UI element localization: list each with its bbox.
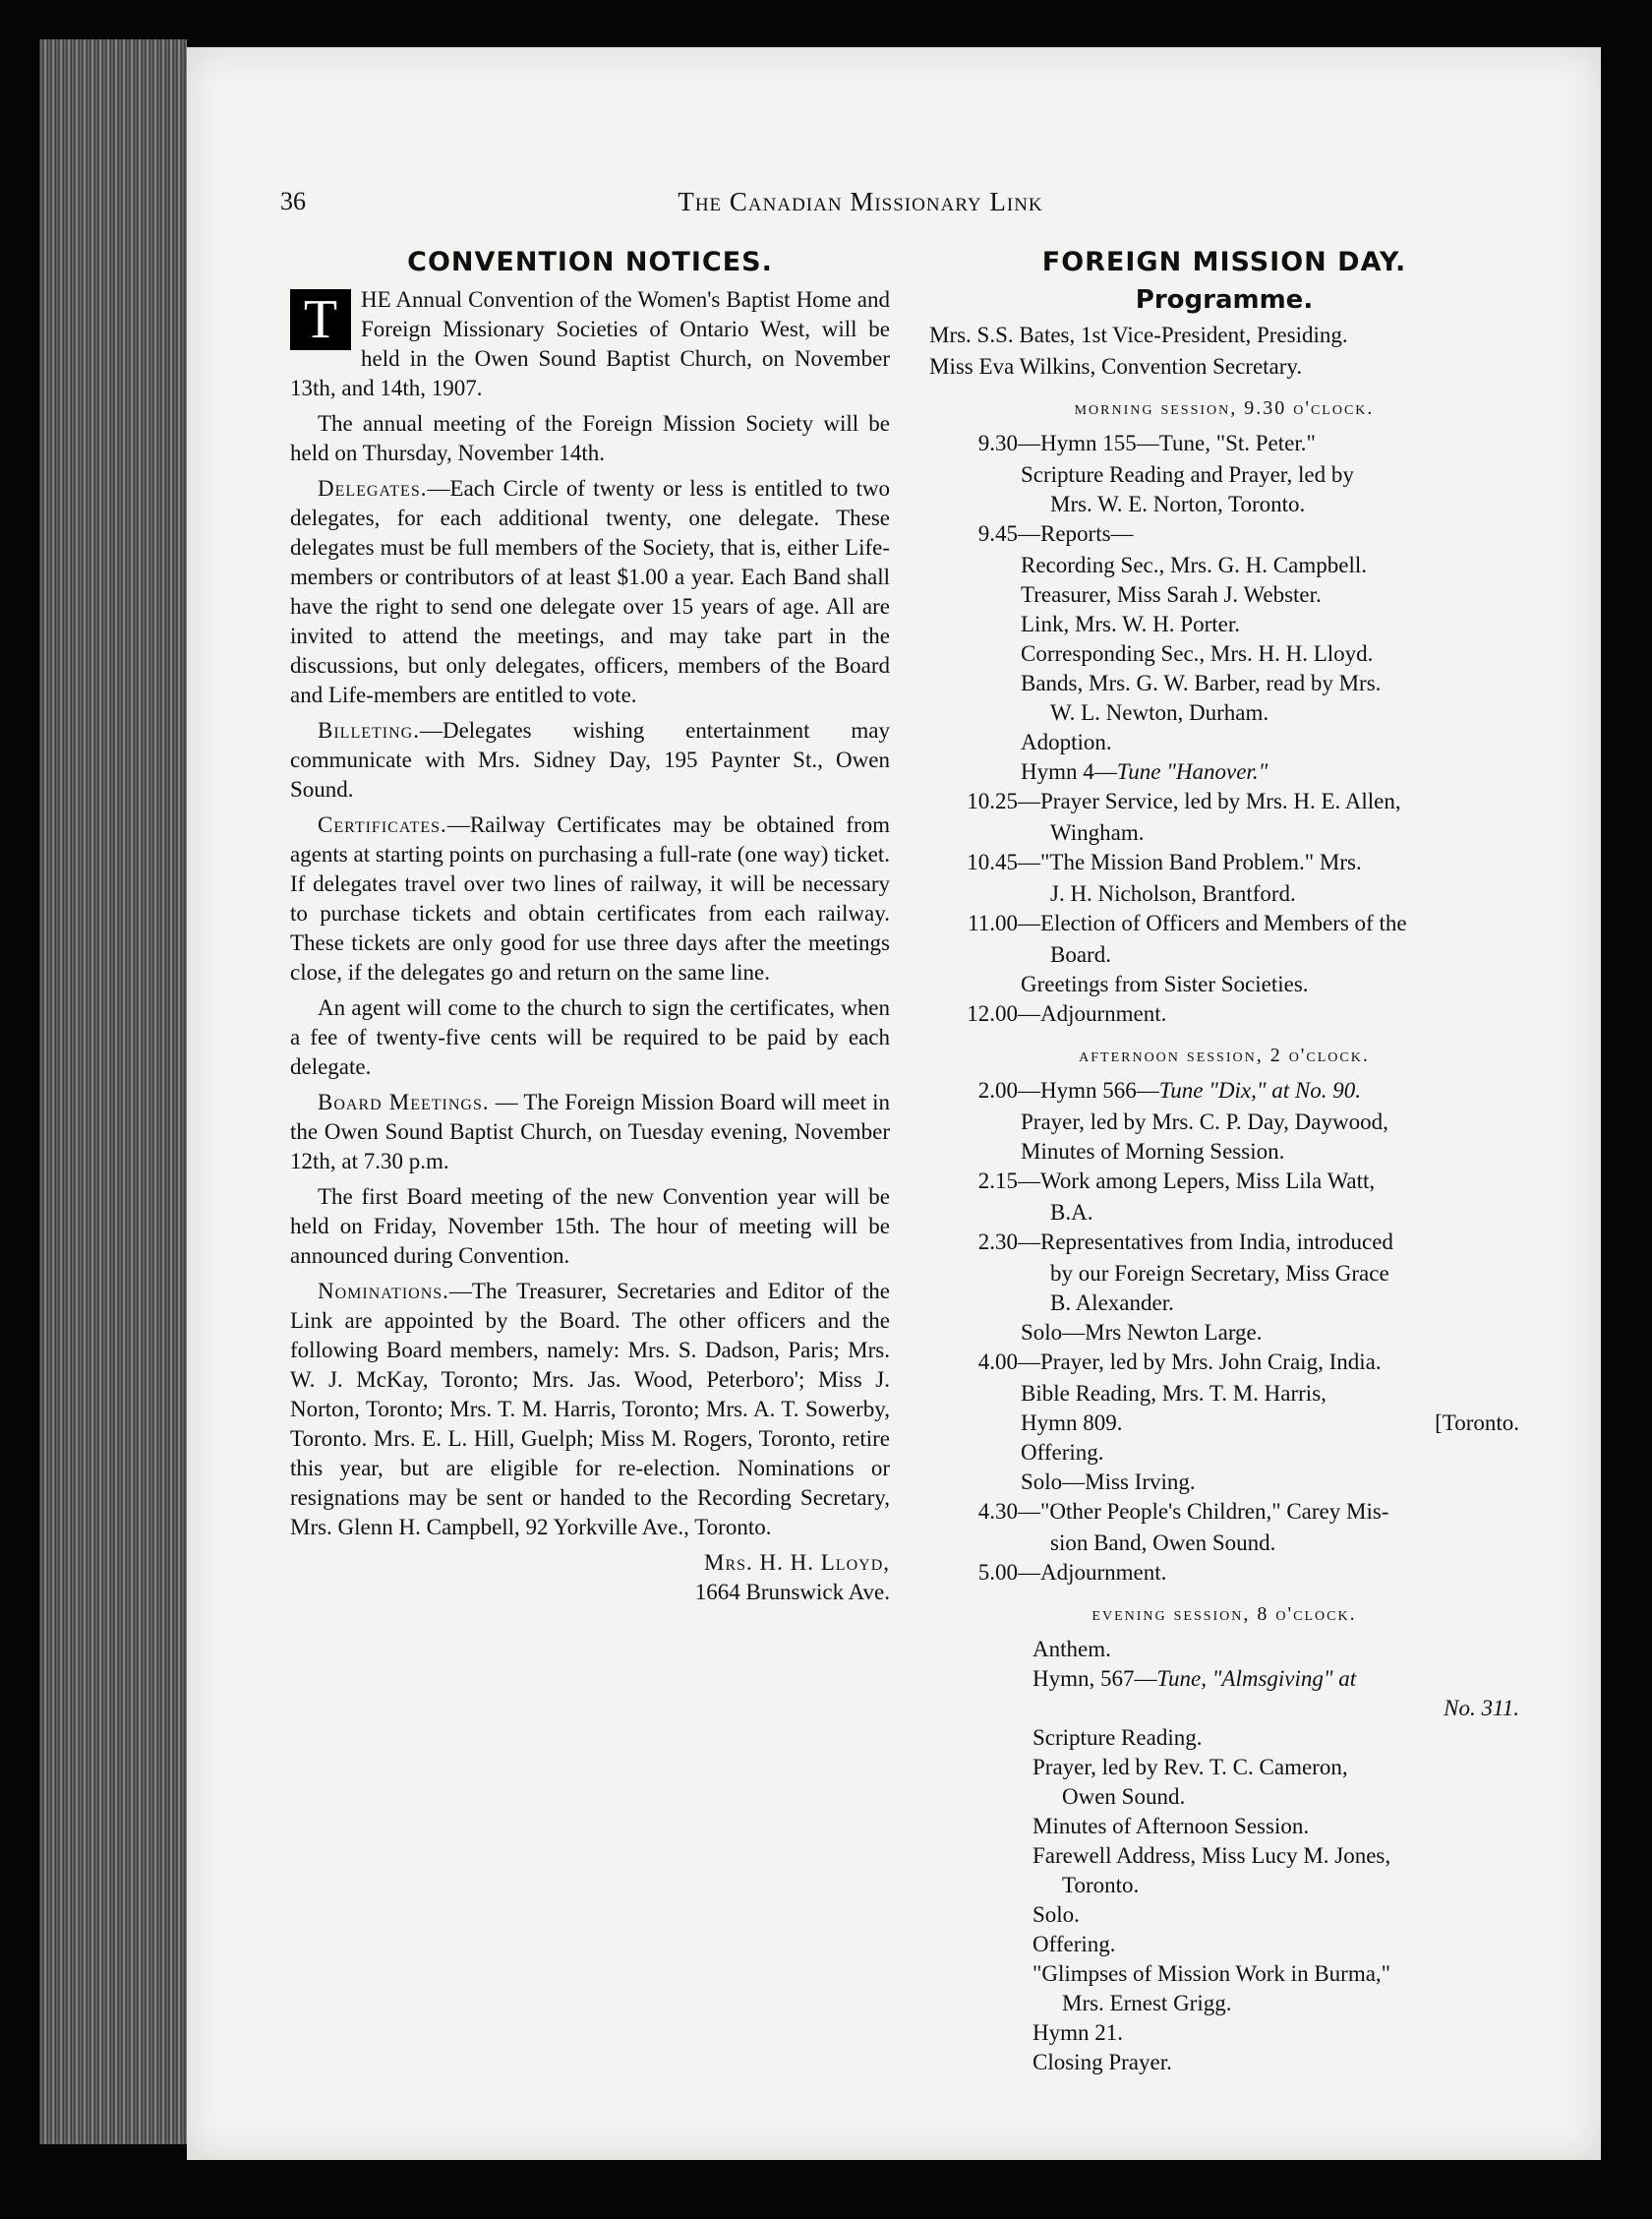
page-number: 36 (280, 187, 306, 215)
program-line: W. L. Newton, Durham. (1050, 700, 1269, 725)
program-line: Scripture Reading. (1032, 1725, 1203, 1750)
program-item: 2.00 — Hymn 566—Tune "Dix," at No. 90. (977, 1078, 1361, 1103)
program-line: Adoption. (1021, 730, 1112, 754)
nominations-paragraph: Nominations.—The Treasurer, Secretaries and Editor of the Link are appointed by the Board. The other officers and the following Board members, namely: Mrs. S. Dadson, Paris; Mrs. W. J. McKay, Toronto; Mrs. Jas. Wood, Peterboro'; Miss J. Norton, Toronto; Mrs. T. M. Harris, Toronto; Mrs. A. T. Sowerby, Toronto. Mrs. E. L. Hill, Guelph; Miss M. Rogers, Toronto, retire this year, but are eligible for re-election. Nominations or resignations may be sent or handed to the Recording Secretary, Mrs. Glenn H. Campbell, 92 Yorkville Ave., Toronto. (290, 1279, 890, 1539)
program-item: 4.30 — "Other People's Children," Carey Mis- (977, 1499, 1389, 1524)
program-line: Farewell Address, Miss Lucy M. Jones, (1032, 1843, 1391, 1868)
billeting-paragraph: Billeting.—Delegates wishing entertainment may communicate with Mrs. Sidney Day, 195 Paynter St., Owen Sound. (290, 718, 890, 802)
right-column (929, 248, 1519, 2077)
evening-session-heading: evening session, 8 o'clock. (1092, 1603, 1357, 1625)
program-line: Recording Sec., Mrs. G. H. Campbell. (1021, 553, 1367, 577)
program-line: Bible Reading, Mrs. T. M. Harris, (1021, 1381, 1327, 1406)
program-line: B.A. (1050, 1200, 1093, 1225)
program-line: B. Alexander. (1050, 1290, 1174, 1315)
program-item: 10.45 — "The Mission Band Problem." Mrs. (967, 850, 1362, 874)
program-line: Solo—Mrs Newton Large. (1021, 1320, 1263, 1345)
program-item: 12.00 — Adjournment. (967, 1001, 1167, 1026)
annual-meeting-paragraph: The annual meeting of the Foreign Mission Society will be held on Thursday, November 14th. (290, 411, 890, 465)
afternoon-session-heading: afternoon session, 2 o'clock. (1079, 1045, 1370, 1066)
program-item: 4.00 — Prayer, led by Mrs. John Craig, India. (977, 1349, 1382, 1374)
program-line: Owen Sound. (1062, 1784, 1186, 1809)
program-line: Wingham. (1050, 820, 1145, 845)
signature-address: 1664 Brunswick Ave. (694, 1580, 890, 1604)
program-line: Closing Prayer. (1032, 2050, 1172, 2074)
program-line: Hymn, 567—Tune, "Almsgiving" at (1032, 1666, 1357, 1691)
programme-heading: Programme. (1135, 285, 1314, 315)
secretary-line: Miss Eva Wilkins, Convention Secretary. (929, 354, 1303, 379)
program-line: No. 311. (1444, 1696, 1519, 1720)
program-item: 9.45 — Reports— (977, 521, 1134, 546)
drop-cap: T (290, 289, 351, 350)
program-line: Scripture Reading and Prayer, led by (1021, 462, 1354, 487)
program-line: Treasurer, Miss Sarah J. Webster. (1021, 582, 1322, 607)
board-meetings-paragraph: Board Meetings. — The Foreign Mission Board will meet in the Owen Sound Baptist Church, on Tuesday evening, November 12th, at 7.30 p.m. (290, 1090, 890, 1173)
program-line: Hymn 21. (1032, 2020, 1123, 2045)
program-line: Hymn 809. [Toronto. (1021, 1410, 1519, 1435)
book-page-edges (39, 39, 187, 2144)
program-line: Minutes of Morning Session. (1021, 1139, 1285, 1164)
program-line: Minutes of Afternoon Session. (1032, 1814, 1310, 1838)
morning-session-heading: morning session, 9.30 o'clock. (1074, 397, 1375, 419)
left-column (290, 248, 890, 1607)
foreign-mission-day-heading: FOREIGN MISSION DAY. (1041, 247, 1407, 277)
program-item: 10.25 — Prayer Service, led by Mrs. H. E. Allen, (967, 789, 1401, 813)
delegates-paragraph: Delegates.—Each Circle of twenty or less is entitled to two delegates, for each additional twenty, one delegate. These delegates must be full members of the Society, that is, either Life-members or contributors of at least $1.00 a year. Each Band shall have the right to send one delegate over 15 years of age. All are invited to attend the meetings, and may take part in the discussions, but only delegates, officers, members of the Board and Life-members are entitled to vote. (290, 476, 890, 707)
certificates-paragraph: Certificates.—Railway Certificates may be obtained from agents at starting points on purchasing a full-rate (one way) ticket. If delegates travel over two lines of railway, it will be necessary to purchase tickets and obtain certificates from each railway. These tickets are only good for use three days after the meetings close, if the delegates go and return on the same line. (290, 812, 890, 985)
first-board-meeting-paragraph: The first Board meeting of the new Convention year will be held on Friday, November 15th. The hour of meeting will be announced during Convention. (290, 1184, 890, 1268)
program-line: Offering. (1021, 1440, 1104, 1465)
program-line: Solo. (1032, 1902, 1080, 1927)
program-line: by our Foreign Secretary, Miss Grace (1050, 1261, 1389, 1286)
program-item: 2.15 — Work among Lepers, Miss Lila Watt, (977, 1169, 1376, 1193)
signature-block (290, 1548, 890, 1607)
program-line: Hymn 4—Tune "Hanover." (1021, 759, 1268, 784)
program-item: 2.30 — Representatives from India, introduced (977, 1229, 1393, 1254)
convention-notices-heading: CONVENTION NOTICES. (407, 247, 773, 277)
program-line: sion Band, Owen Sound. (1050, 1530, 1276, 1555)
running-title: The Canadian Missionary Link (678, 187, 1043, 216)
program-line: Corresponding Sec., Mrs. H. H. Lloyd. (1021, 641, 1374, 666)
program-line: Solo—Miss Irving. (1021, 1469, 1196, 1494)
program-line: Mrs. Ernest Grigg. (1062, 1991, 1232, 2015)
program-line: J. H. Nicholson, Brantford. (1050, 881, 1296, 906)
intro-paragraph: T HE Annual Convention of the Women's Baptist Home and Foreign Missionary Societies of Ontario West, will be held in the Owen Sound Baptist Church, on November 13th, and 14th, 1907. (290, 287, 890, 400)
program-item: 9.30 — Hymn 155—Tune, "St. Peter." (977, 431, 1316, 455)
program-line: "Glimpses of Mission Work in Burma," (1032, 1961, 1391, 1986)
program-line: Board. (1050, 942, 1111, 967)
program-item: 11.00 — Election of Officers and Members of the (968, 911, 1407, 935)
program-line: Offering. (1032, 1932, 1116, 1956)
program-line: Prayer, led by Rev. T. C. Cameron, (1032, 1755, 1348, 1779)
program-line: Mrs. W. E. Norton, Toronto. (1050, 492, 1306, 516)
program-line: Anthem. (1032, 1637, 1111, 1661)
program-line: Greetings from Sister Societies. (1021, 972, 1309, 996)
agent-paragraph: An agent will come to the church to sign the certificates, when a fee of twenty-five cents will be required to be paid by each delegate. (290, 995, 890, 1079)
signature-name: Mrs. H. H. Lloyd, (704, 1550, 890, 1575)
program-line: Prayer, led by Mrs. C. P. Day, Daywood, (1021, 1110, 1388, 1134)
page-header (280, 187, 1441, 226)
program-line: Link, Mrs. W. H. Porter. (1021, 612, 1240, 636)
program-line: Toronto. (1062, 1873, 1140, 1897)
program-item: 5.00 — Adjournment. (977, 1560, 1167, 1585)
presiding-line: Mrs. S.S. Bates, 1st Vice-President, Presiding. (929, 323, 1348, 347)
program-line: Bands, Mrs. G. W. Barber, read by Mrs. (1021, 671, 1382, 695)
